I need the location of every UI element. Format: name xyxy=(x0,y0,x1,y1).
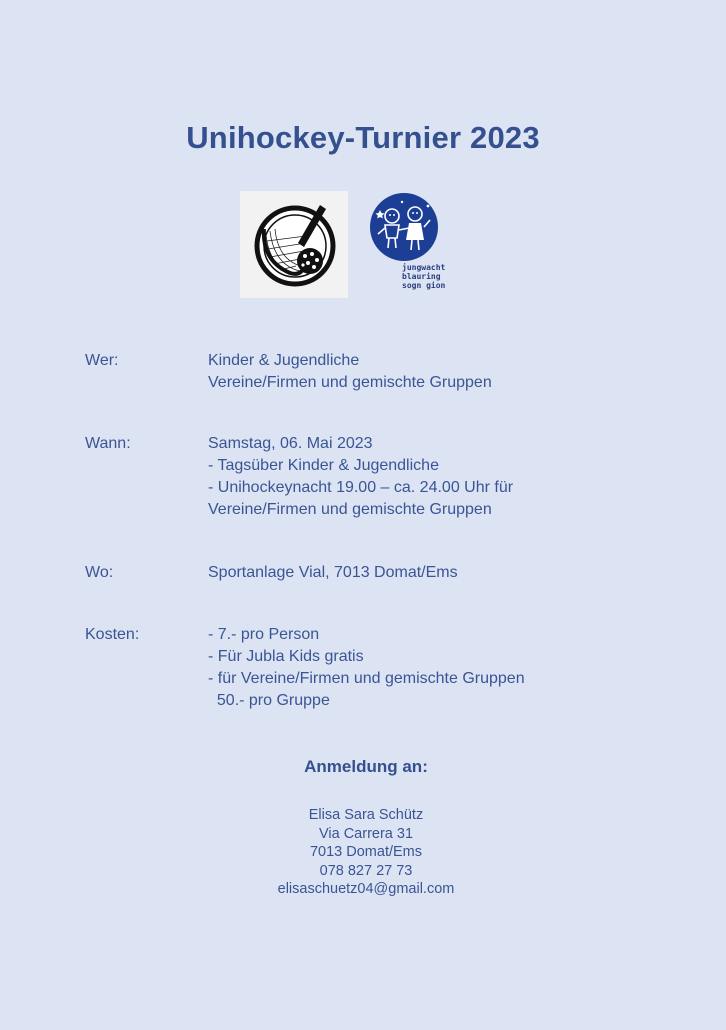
contact-city: 7013 Domat/Ems xyxy=(309,844,423,860)
info-line: - Für Jubla Kids gratis xyxy=(208,648,364,665)
jubla-logo xyxy=(366,191,462,301)
jubla-wordmark xyxy=(402,263,445,290)
jubla-children-icon xyxy=(368,192,440,262)
jubla-line: jungwacht xyxy=(402,263,446,272)
info-line: - Tagsüber Kinder & Jugendliche xyxy=(208,457,439,474)
info-line: Sportanlage Vial, 7013 Domat/Ems xyxy=(208,564,458,581)
jubla-line: blauring xyxy=(402,272,441,281)
contact-block xyxy=(0,806,726,899)
floorball-logo xyxy=(240,191,348,298)
info-line: - für Vereine/Firmen und gemischte Gruppen xyxy=(208,670,525,687)
info-line: Samstag, 06. Mai 2023 xyxy=(208,435,373,452)
info-line: Vereine/Firmen und gemischte Gruppen xyxy=(208,374,492,391)
contact-email: elisaschuetz04@gmail.com xyxy=(277,881,455,897)
info-label: Wo: xyxy=(85,564,114,581)
info-line: Kinder & Jugendliche xyxy=(208,352,360,369)
info-lines xyxy=(208,562,648,584)
info-lines xyxy=(208,350,648,394)
page-title: Unihockey-Turnier 2023 xyxy=(186,120,540,155)
info-line: - Unihockeynacht 19.00 – ca. 24.00 Uhr für xyxy=(208,479,514,496)
floorball-stick-icon xyxy=(240,191,348,298)
info-label: Wer: xyxy=(85,352,119,369)
info-lines xyxy=(208,624,648,712)
info-label: Wann: xyxy=(85,435,131,452)
contact-phone: 078 827 27 73 xyxy=(319,862,413,879)
info-line: Vereine/Firmen und gemischte Gruppen xyxy=(208,501,492,518)
contact-name: Elisa Sara Schütz xyxy=(308,807,424,823)
jubla-line: sogn gion xyxy=(402,281,446,290)
info-line: - 7.- pro Person xyxy=(208,626,320,643)
info-label: Kosten: xyxy=(85,626,140,643)
info-line: 50.- pro Gruppe xyxy=(208,692,330,709)
contact-street: Via Carrera 31 xyxy=(318,825,414,842)
info-lines xyxy=(208,433,648,521)
registration-heading: Anmeldung an: xyxy=(304,757,428,776)
